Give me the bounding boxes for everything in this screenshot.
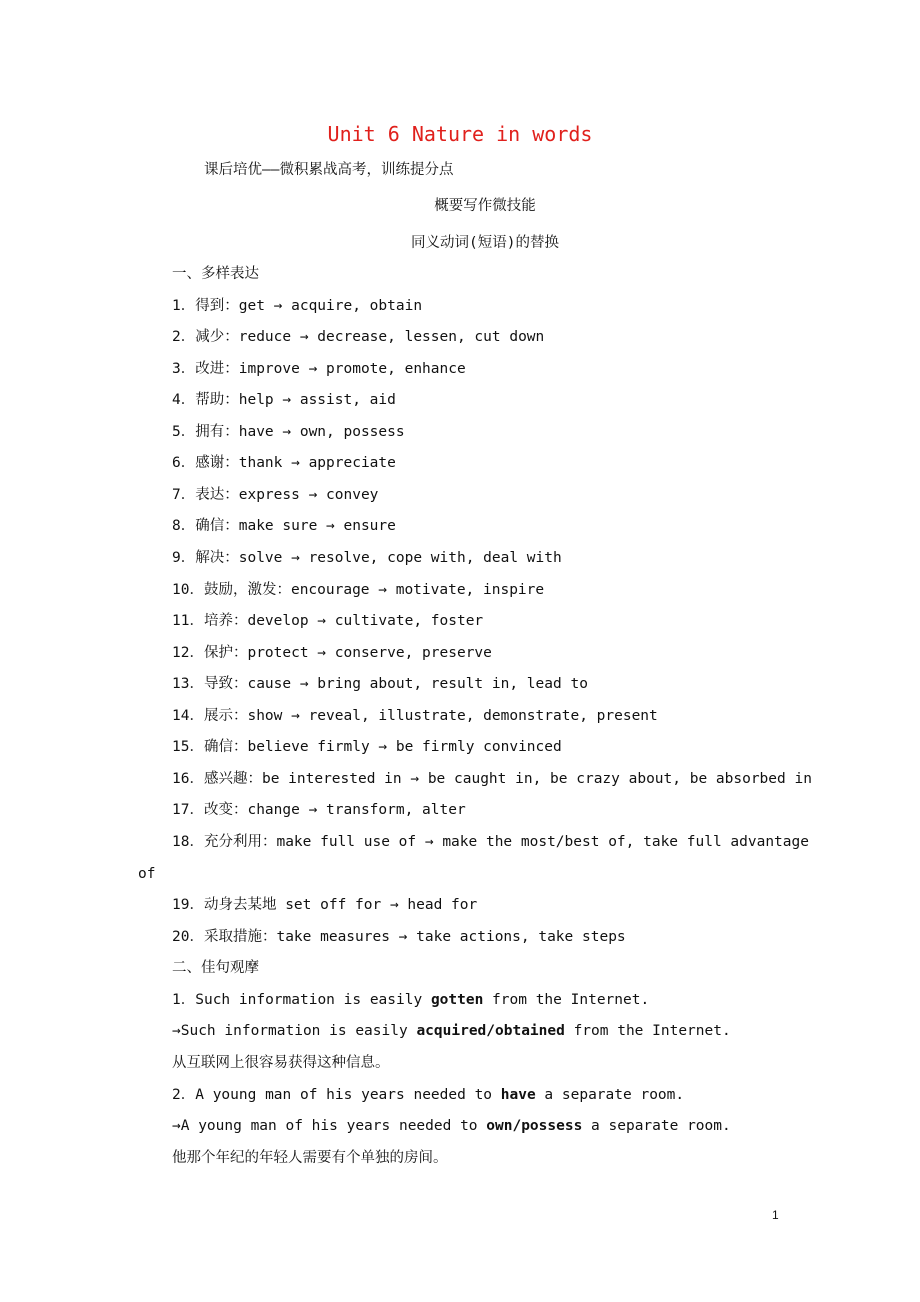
list-item: 5．拥有：have → own, possess — [172, 424, 405, 440]
example-text: a separate room. — [535, 1087, 685, 1103]
example-text: from the Internet. — [483, 992, 650, 1008]
list-item: 15．确信：believe firmly → be firmly convinced — [172, 739, 562, 755]
example-keyword: gotten — [430, 992, 484, 1008]
list-item: 12．保护：protect → conserve, preserve — [172, 645, 492, 661]
part1-heading: 一、多样表达 — [172, 266, 259, 282]
example-keyword: acquired/obtained — [416, 1023, 565, 1039]
page-number: 1 — [772, 1208, 779, 1222]
topic-heading: 同义动词(短语)的替换 — [411, 235, 559, 251]
example-translation: 从互联网上很容易获得这种信息。 — [172, 1055, 390, 1071]
list-item: 9．解决：solve → resolve, cope with, deal with — [172, 550, 562, 566]
list-item-continuation: of — [138, 866, 156, 882]
list-item: 13．导致：cause → bring about, result in, lead to — [172, 676, 588, 692]
example-keyword: own/possess — [486, 1118, 583, 1134]
example-sentence — [172, 1085, 684, 1105]
subtitle: 课后培优——微积累战高考，训练提分点 — [204, 162, 454, 178]
list-item: 10．鼓励，激发：encourage → motivate, inspire — [172, 582, 545, 598]
list-item: 8．确信：make sure → ensure — [172, 518, 396, 534]
list-item: 6．感谢：thank → appreciate — [172, 455, 396, 471]
example-rewrite — [172, 1116, 731, 1136]
page-title: Unit 6 Nature in words — [327, 122, 593, 146]
list-item: 11．培养：develop → cultivate, foster — [172, 613, 484, 629]
list-item: 7．表达：express → convey — [172, 487, 379, 503]
part2-heading: 二、佳句观摩 — [172, 960, 259, 976]
example-text: 1．Such information is easily — [172, 992, 431, 1008]
list-item: 19．动身去某地 set off for → head for — [172, 897, 478, 913]
example-keyword: have — [500, 1087, 536, 1103]
example-text: 2．A young man of his years needed to — [172, 1087, 501, 1103]
list-item: 18．充分利用：make full use of → make the most/best of, take full advantage — [172, 834, 809, 850]
list-item: 4．帮助：help → assist, aid — [172, 392, 396, 408]
list-item: 17．改变：change → transform, alter — [172, 802, 466, 818]
section-heading: 概要写作微技能 — [434, 198, 536, 214]
example-sentence — [172, 990, 649, 1010]
list-item: 2．减少：reduce → decrease, lessen, cut down — [172, 329, 545, 345]
example-text: a separate room. — [582, 1118, 731, 1134]
example-translation: 他那个年纪的年轻人需要有个单独的房间。 — [172, 1150, 448, 1166]
example-rewrite — [172, 1021, 731, 1041]
list-item: 14．展示：show → reveal, illustrate, demonstrate, present — [172, 708, 658, 724]
list-item: 16．感兴趣：be interested in → be caught in, be crazy about, be absorbed in — [172, 771, 812, 787]
example-text: →A young man of his years needed to — [172, 1118, 487, 1134]
list-item: 3．改进：improve → promote, enhance — [172, 361, 466, 377]
list-item: 20．采取措施：take measures → take actions, take steps — [172, 929, 626, 945]
example-text: from the Internet. — [564, 1023, 731, 1039]
example-text: →Such information is easily — [172, 1023, 417, 1039]
list-item: 1．得到：get → acquire, obtain — [172, 298, 423, 314]
